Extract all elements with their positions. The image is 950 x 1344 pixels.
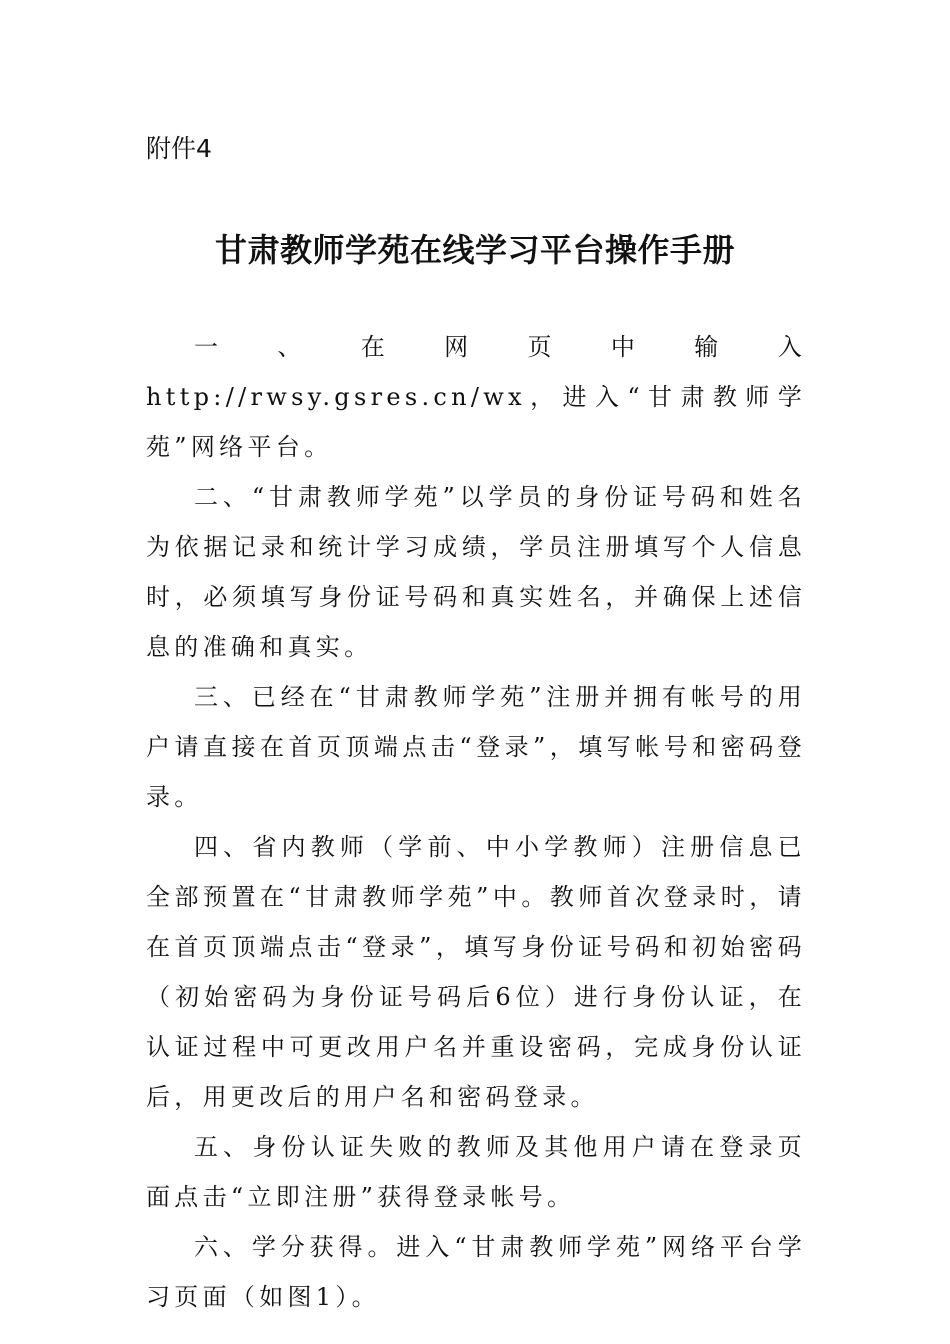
paragraph-6: 六、学分获得。进入“甘肃教师学苑”网络平台学习页面（如图1）。 <box>146 1233 806 1311</box>
attachment-label: 附件4 <box>146 134 212 163</box>
document-body <box>146 322 806 1322</box>
paragraph-5: 五、身份认证失败的教师及其他用户请在登录页面点击“立即注册”获得登录帐号。 <box>146 1133 806 1211</box>
paragraph-3: 三、已经在“甘肃教师学苑”注册并拥有帐号的用户请直接在首页顶端点击“登录”，填写帐号和密码登录。 <box>146 683 806 811</box>
paragraph-2: 二、“甘肃教师学苑”以学员的身份证号码和姓名为依据记录和统计学习成绩，学员注册填写个人信息时，必须填写身份证号码和真实姓名，并确保上述信息的准确和真实。 <box>146 483 806 661</box>
paragraph-4: 四、省内教师（学前、中小学教师）注册信息已全部预置在“甘肃教师学苑”中。教师首次登录时，请在首页顶端点击“登录”，填写身份证号码和初始密码（初始密码为身份证号码后6位）进行身份认证，在认证过程中可更改用户名并重设密码，完成身份认证后，用更改后的用户名和密码登录。 <box>146 833 806 1111</box>
document-title: 甘肃教师学苑在线学习平台操作手册 <box>214 231 735 269</box>
paragraph-1: 一、在网页中输入http://rwsy.gsres.cn/wx，进入“甘肃教师学苑”网络平台。 <box>146 333 806 461</box>
